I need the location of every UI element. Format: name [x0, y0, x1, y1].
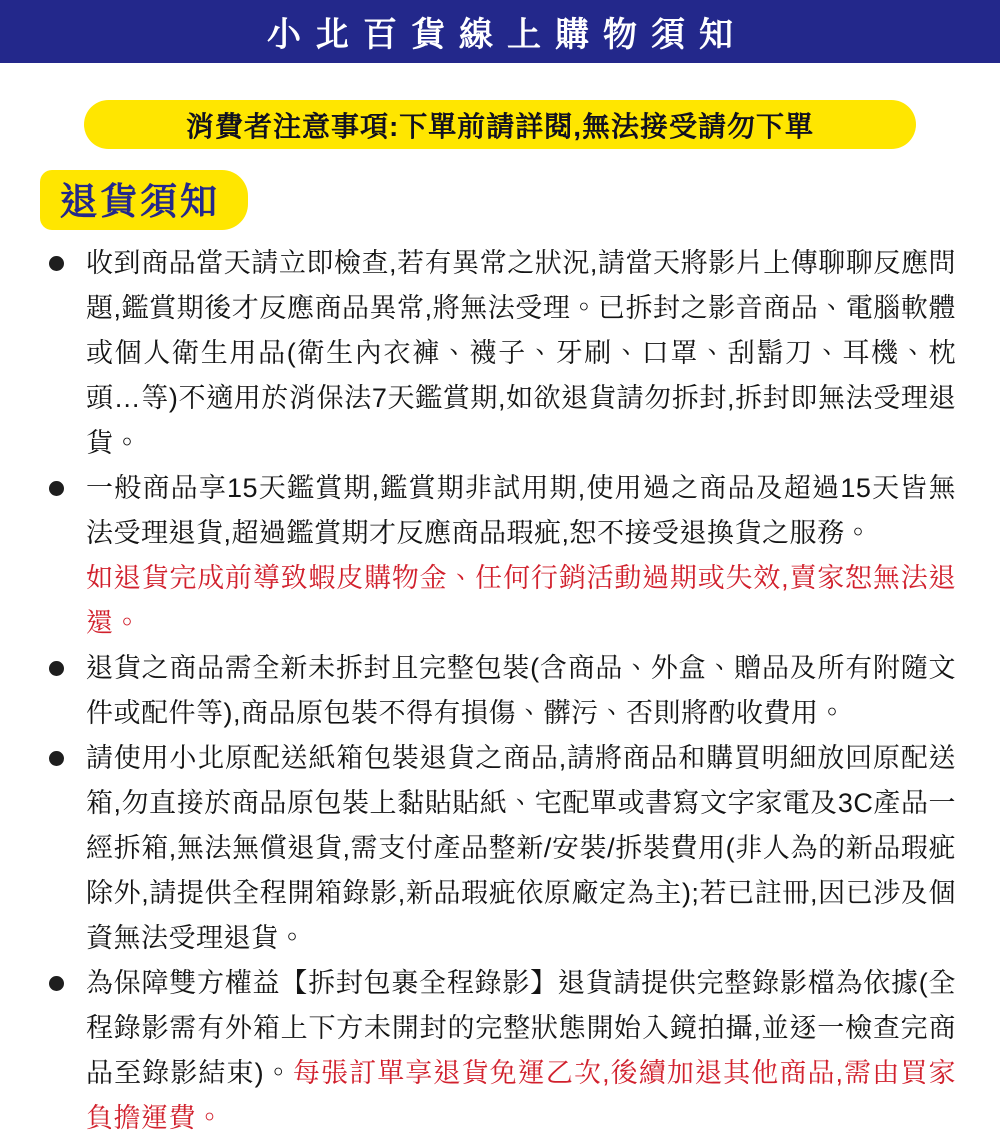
section-label: [40, 170, 248, 230]
text-segment: 退貨之商品需全新未拆封且完整包裝(含商品、外盒、贈品及所有附隨文件或配件等),商品原包裝不得有損傷、髒污、否則將酌收費用。: [86, 653, 956, 728]
text-segment: 每張訂單享退貨免運乙次,後續加退其他商品,需由買家負擔運費。: [86, 1058, 956, 1133]
text-segment: 請使用小北原配送紙箱包裝退貨之商品,請將商品和購買明細放回原配送箱,勿直接於商品原包裝上黏貼貼紙、宅配單或書寫文字家電及3C產品一經拆箱,無法無償退貨,需支付產品整新/安裝/拆裝費用(非人為的新品瑕疵除外,請提供全程開箱錄影,新品瑕疵依原廠定為主);若已註冊,因已涉及個資無法受理退貨。: [86, 743, 957, 953]
bullet-dot-icon: [49, 976, 64, 991]
notice-text: 消費者注意事項:下單前請詳閱,無法接受請勿下單: [185, 110, 815, 142]
section-title: 退貨須知: [60, 181, 220, 222]
bullet-dot-icon: [49, 256, 64, 271]
bullet-item: [86, 736, 956, 961]
text-segment: 一般商品享15天鑑賞期,鑑賞期非試用期,使用過之商品及超過15天皆無法受理退貨,超過鑑賞期才反應商品瑕疵,恕不接受退換貨之服務。: [86, 473, 956, 548]
bullet-dot-icon: [49, 661, 64, 676]
text-segment: 如退貨完成前導致蝦皮購物金、任何行銷活動過期或失效,賣家恕無法退還。: [86, 563, 957, 638]
bullet-dot-icon: [49, 751, 64, 766]
bullet-item: [86, 646, 956, 736]
bullet-item: [86, 961, 956, 1141]
bullet-dot-icon: [49, 481, 64, 496]
bullet-item: [86, 466, 956, 646]
text-segment: 收到商品當天請立即檢查,若有異常之狀況,請當天將影片上傳聊聊反應問題,鑑賞期後才反應商品異常,將無法受理。已拆封之影音商品、電腦軟體或個人衛生用品(衛生內衣褲、襪子、牙刷、口罩、刮鬍刀、耳機、枕頭…等)不適用於消保法7天鑑賞期,如欲退貨請勿拆封,拆封即無法受理退貨。: [86, 248, 956, 458]
header-bar: [0, 0, 1000, 63]
bullet-list: [0, 241, 1000, 1141]
bullet-item: [86, 241, 956, 466]
text-segment: 為保障雙方權益【拆封包裹全程錄影】退貨請提供完整錄影檔為依據(全程錄影需有外箱上下方未開封的完整狀態開始入鏡拍攝,並逐一檢查完商品至錄影結束)。: [86, 968, 956, 1088]
page-title: 小北百貨線上購物須知: [267, 16, 747, 54]
notice-pill: [84, 100, 916, 149]
